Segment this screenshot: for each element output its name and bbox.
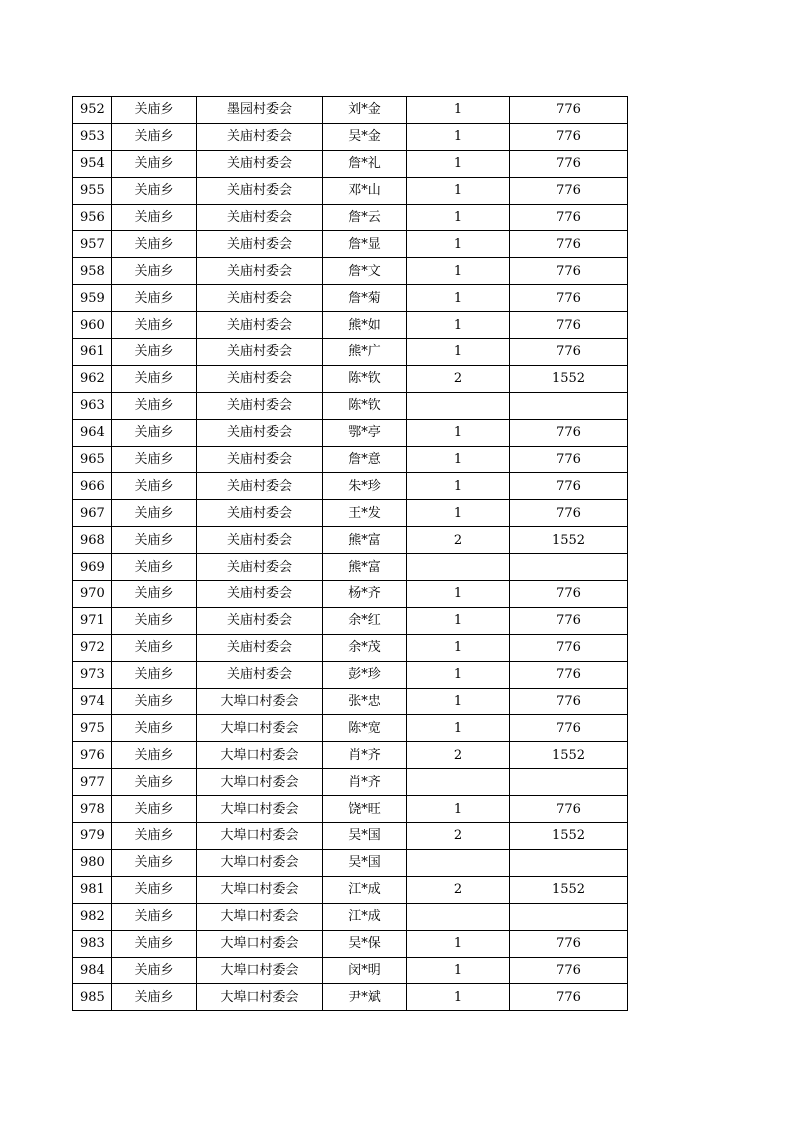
cell-village-committee: 关庙村委会 bbox=[197, 581, 323, 608]
cell-amount: 776 bbox=[510, 258, 628, 285]
cell-count: 1 bbox=[407, 339, 510, 366]
cell-number: 965 bbox=[73, 446, 112, 473]
cell-amount: 776 bbox=[510, 688, 628, 715]
cell-amount: 776 bbox=[510, 796, 628, 823]
cell-count: 1 bbox=[407, 500, 510, 527]
cell-person-name: 余*茂 bbox=[323, 634, 407, 661]
cell-township: 关庙乡 bbox=[112, 446, 197, 473]
cell-number: 979 bbox=[73, 823, 112, 850]
cell-township: 关庙乡 bbox=[112, 473, 197, 500]
cell-township: 关庙乡 bbox=[112, 796, 197, 823]
cell-amount bbox=[510, 554, 628, 581]
table-row bbox=[73, 500, 628, 527]
cell-person-name: 张*忠 bbox=[323, 688, 407, 715]
cell-person-name: 肖*齐 bbox=[323, 769, 407, 796]
cell-count: 1 bbox=[407, 123, 510, 150]
cell-village-committee: 关庙村委会 bbox=[197, 177, 323, 204]
cell-amount: 1552 bbox=[510, 823, 628, 850]
cell-person-name: 熊*如 bbox=[323, 312, 407, 339]
cell-count: 1 bbox=[407, 150, 510, 177]
cell-amount: 1552 bbox=[510, 365, 628, 392]
cell-count: 1 bbox=[407, 258, 510, 285]
cell-township: 关庙乡 bbox=[112, 231, 197, 258]
cell-township: 关庙乡 bbox=[112, 742, 197, 769]
cell-township: 关庙乡 bbox=[112, 258, 197, 285]
cell-village-committee: 关庙村委会 bbox=[197, 231, 323, 258]
cell-person-name: 熊*富 bbox=[323, 554, 407, 581]
cell-number: 975 bbox=[73, 715, 112, 742]
cell-person-name: 吴*金 bbox=[323, 123, 407, 150]
cell-township: 关庙乡 bbox=[112, 150, 197, 177]
cell-number: 954 bbox=[73, 150, 112, 177]
table-row bbox=[73, 849, 628, 876]
cell-number: 976 bbox=[73, 742, 112, 769]
cell-village-committee: 大埠口村委会 bbox=[197, 796, 323, 823]
cell-number: 961 bbox=[73, 339, 112, 366]
cell-person-name: 鄂*亭 bbox=[323, 419, 407, 446]
table-row bbox=[73, 607, 628, 634]
cell-count bbox=[407, 849, 510, 876]
table-row bbox=[73, 285, 628, 312]
table-row bbox=[73, 150, 628, 177]
cell-amount: 776 bbox=[510, 231, 628, 258]
cell-number: 974 bbox=[73, 688, 112, 715]
cell-township: 关庙乡 bbox=[112, 177, 197, 204]
cell-village-committee: 大埠口村委会 bbox=[197, 742, 323, 769]
cell-number: 971 bbox=[73, 607, 112, 634]
cell-amount: 776 bbox=[510, 957, 628, 984]
cell-number: 959 bbox=[73, 285, 112, 312]
cell-village-committee: 大埠口村委会 bbox=[197, 715, 323, 742]
cell-township: 关庙乡 bbox=[112, 97, 197, 124]
cell-person-name: 朱*珍 bbox=[323, 473, 407, 500]
cell-number: 967 bbox=[73, 500, 112, 527]
cell-number: 966 bbox=[73, 473, 112, 500]
cell-township: 关庙乡 bbox=[112, 769, 197, 796]
cell-amount: 776 bbox=[510, 177, 628, 204]
cell-count: 2 bbox=[407, 876, 510, 903]
cell-village-committee: 关庙村委会 bbox=[197, 312, 323, 339]
table-row bbox=[73, 634, 628, 661]
cell-township: 关庙乡 bbox=[112, 849, 197, 876]
cell-number: 983 bbox=[73, 930, 112, 957]
cell-count: 1 bbox=[407, 607, 510, 634]
cell-township: 关庙乡 bbox=[112, 527, 197, 554]
cell-count: 1 bbox=[407, 97, 510, 124]
cell-count: 1 bbox=[407, 581, 510, 608]
cell-amount: 776 bbox=[510, 339, 628, 366]
cell-village-committee: 关庙村委会 bbox=[197, 204, 323, 231]
table-row bbox=[73, 339, 628, 366]
cell-number: 964 bbox=[73, 419, 112, 446]
cell-village-committee: 关庙村委会 bbox=[197, 500, 323, 527]
cell-village-committee: 大埠口村委会 bbox=[197, 930, 323, 957]
cell-amount bbox=[510, 392, 628, 419]
table-row bbox=[73, 204, 628, 231]
cell-township: 关庙乡 bbox=[112, 715, 197, 742]
cell-number: 973 bbox=[73, 661, 112, 688]
cell-number: 968 bbox=[73, 527, 112, 554]
cell-person-name: 闵*明 bbox=[323, 957, 407, 984]
cell-amount: 776 bbox=[510, 285, 628, 312]
cell-count: 1 bbox=[407, 930, 510, 957]
cell-count: 1 bbox=[407, 419, 510, 446]
table-row bbox=[73, 473, 628, 500]
cell-amount: 776 bbox=[510, 123, 628, 150]
table-row bbox=[73, 392, 628, 419]
cell-number: 985 bbox=[73, 984, 112, 1011]
cell-township: 关庙乡 bbox=[112, 957, 197, 984]
cell-amount: 776 bbox=[510, 581, 628, 608]
cell-village-committee: 关庙村委会 bbox=[197, 554, 323, 581]
cell-number: 978 bbox=[73, 796, 112, 823]
cell-count bbox=[407, 554, 510, 581]
cell-person-name: 肖*齐 bbox=[323, 742, 407, 769]
cell-amount: 776 bbox=[510, 607, 628, 634]
cell-village-committee: 大埠口村委会 bbox=[197, 688, 323, 715]
cell-person-name: 詹*菊 bbox=[323, 285, 407, 312]
cell-township: 关庙乡 bbox=[112, 930, 197, 957]
cell-village-committee: 大埠口村委会 bbox=[197, 984, 323, 1011]
cell-count: 1 bbox=[407, 984, 510, 1011]
cell-person-name: 江*成 bbox=[323, 876, 407, 903]
table-row bbox=[73, 903, 628, 930]
table-row bbox=[73, 312, 628, 339]
cell-count: 1 bbox=[407, 688, 510, 715]
cell-amount bbox=[510, 903, 628, 930]
cell-count: 1 bbox=[407, 473, 510, 500]
table-row bbox=[73, 231, 628, 258]
table-row bbox=[73, 769, 628, 796]
cell-amount: 776 bbox=[510, 634, 628, 661]
cell-person-name: 吴*国 bbox=[323, 849, 407, 876]
cell-township: 关庙乡 bbox=[112, 285, 197, 312]
table-row bbox=[73, 823, 628, 850]
table-row bbox=[73, 527, 628, 554]
cell-number: 960 bbox=[73, 312, 112, 339]
data-table bbox=[72, 96, 628, 1011]
cell-number: 972 bbox=[73, 634, 112, 661]
cell-amount: 776 bbox=[510, 419, 628, 446]
cell-township: 关庙乡 bbox=[112, 392, 197, 419]
cell-village-committee: 大埠口村委会 bbox=[197, 769, 323, 796]
cell-number: 956 bbox=[73, 204, 112, 231]
cell-number: 963 bbox=[73, 392, 112, 419]
cell-person-name: 刘*金 bbox=[323, 97, 407, 124]
cell-amount: 1552 bbox=[510, 876, 628, 903]
cell-township: 关庙乡 bbox=[112, 123, 197, 150]
cell-village-committee: 关庙村委会 bbox=[197, 150, 323, 177]
cell-village-committee: 关庙村委会 bbox=[197, 258, 323, 285]
cell-township: 关庙乡 bbox=[112, 365, 197, 392]
cell-person-name: 陈*宽 bbox=[323, 715, 407, 742]
cell-person-name: 杨*齐 bbox=[323, 581, 407, 608]
cell-count: 1 bbox=[407, 634, 510, 661]
cell-number: 953 bbox=[73, 123, 112, 150]
cell-number: 957 bbox=[73, 231, 112, 258]
cell-number: 977 bbox=[73, 769, 112, 796]
cell-count bbox=[407, 903, 510, 930]
cell-amount: 1552 bbox=[510, 742, 628, 769]
table-row bbox=[73, 581, 628, 608]
cell-village-committee: 关庙村委会 bbox=[197, 446, 323, 473]
cell-amount: 1552 bbox=[510, 527, 628, 554]
cell-township: 关庙乡 bbox=[112, 876, 197, 903]
cell-village-committee: 大埠口村委会 bbox=[197, 849, 323, 876]
cell-number: 982 bbox=[73, 903, 112, 930]
cell-village-committee: 墨园村委会 bbox=[197, 97, 323, 124]
cell-person-name: 熊*富 bbox=[323, 527, 407, 554]
cell-number: 981 bbox=[73, 876, 112, 903]
cell-village-committee: 关庙村委会 bbox=[197, 661, 323, 688]
cell-number: 980 bbox=[73, 849, 112, 876]
cell-count: 1 bbox=[407, 231, 510, 258]
cell-amount: 776 bbox=[510, 500, 628, 527]
table-row bbox=[73, 930, 628, 957]
cell-count: 1 bbox=[407, 796, 510, 823]
cell-number: 984 bbox=[73, 957, 112, 984]
cell-count: 1 bbox=[407, 285, 510, 312]
cell-person-name: 詹*文 bbox=[323, 258, 407, 285]
cell-village-committee: 大埠口村委会 bbox=[197, 823, 323, 850]
cell-village-committee: 大埠口村委会 bbox=[197, 903, 323, 930]
cell-village-committee: 关庙村委会 bbox=[197, 607, 323, 634]
table-row bbox=[73, 688, 628, 715]
cell-township: 关庙乡 bbox=[112, 634, 197, 661]
table-row bbox=[73, 984, 628, 1011]
cell-township: 关庙乡 bbox=[112, 607, 197, 634]
table-row bbox=[73, 258, 628, 285]
table-row bbox=[73, 957, 628, 984]
cell-amount bbox=[510, 769, 628, 796]
cell-person-name: 吴*保 bbox=[323, 930, 407, 957]
table-row bbox=[73, 365, 628, 392]
cell-amount: 776 bbox=[510, 984, 628, 1011]
table-row bbox=[73, 661, 628, 688]
cell-township: 关庙乡 bbox=[112, 554, 197, 581]
cell-amount: 776 bbox=[510, 97, 628, 124]
cell-amount bbox=[510, 849, 628, 876]
cell-person-name: 王*发 bbox=[323, 500, 407, 527]
cell-count: 1 bbox=[407, 177, 510, 204]
cell-township: 关庙乡 bbox=[112, 661, 197, 688]
cell-count bbox=[407, 392, 510, 419]
cell-person-name: 詹*礼 bbox=[323, 150, 407, 177]
cell-number: 962 bbox=[73, 365, 112, 392]
table-row bbox=[73, 177, 628, 204]
cell-village-committee: 关庙村委会 bbox=[197, 473, 323, 500]
cell-person-name: 吴*国 bbox=[323, 823, 407, 850]
cell-person-name: 彭*珍 bbox=[323, 661, 407, 688]
cell-township: 关庙乡 bbox=[112, 688, 197, 715]
cell-village-committee: 关庙村委会 bbox=[197, 365, 323, 392]
cell-village-committee: 关庙村委会 bbox=[197, 419, 323, 446]
cell-township: 关庙乡 bbox=[112, 312, 197, 339]
cell-township: 关庙乡 bbox=[112, 903, 197, 930]
cell-person-name: 詹*云 bbox=[323, 204, 407, 231]
cell-count: 1 bbox=[407, 312, 510, 339]
cell-person-name: 邓*山 bbox=[323, 177, 407, 204]
cell-person-name: 陈*钦 bbox=[323, 392, 407, 419]
cell-count: 1 bbox=[407, 715, 510, 742]
cell-amount: 776 bbox=[510, 715, 628, 742]
table-row bbox=[73, 123, 628, 150]
cell-township: 关庙乡 bbox=[112, 823, 197, 850]
cell-township: 关庙乡 bbox=[112, 419, 197, 446]
cell-village-committee: 关庙村委会 bbox=[197, 285, 323, 312]
cell-count: 2 bbox=[407, 365, 510, 392]
cell-township: 关庙乡 bbox=[112, 204, 197, 231]
cell-village-committee: 大埠口村委会 bbox=[197, 876, 323, 903]
cell-number: 952 bbox=[73, 97, 112, 124]
cell-village-committee: 关庙村委会 bbox=[197, 634, 323, 661]
table-row bbox=[73, 419, 628, 446]
cell-township: 关庙乡 bbox=[112, 581, 197, 608]
cell-amount: 776 bbox=[510, 661, 628, 688]
cell-count: 2 bbox=[407, 823, 510, 850]
cell-township: 关庙乡 bbox=[112, 339, 197, 366]
cell-count: 1 bbox=[407, 204, 510, 231]
cell-number: 970 bbox=[73, 581, 112, 608]
table-row bbox=[73, 715, 628, 742]
cell-village-committee: 关庙村委会 bbox=[197, 527, 323, 554]
cell-number: 958 bbox=[73, 258, 112, 285]
cell-village-committee: 关庙村委会 bbox=[197, 392, 323, 419]
table-row bbox=[73, 796, 628, 823]
table-row bbox=[73, 742, 628, 769]
table-row bbox=[73, 876, 628, 903]
table-row bbox=[73, 97, 628, 124]
table-row bbox=[73, 554, 628, 581]
cell-amount: 776 bbox=[510, 473, 628, 500]
cell-amount: 776 bbox=[510, 150, 628, 177]
cell-person-name: 饶*旺 bbox=[323, 796, 407, 823]
cell-person-name: 熊*广 bbox=[323, 339, 407, 366]
cell-person-name: 詹*意 bbox=[323, 446, 407, 473]
cell-person-name: 江*成 bbox=[323, 903, 407, 930]
cell-village-committee: 大埠口村委会 bbox=[197, 957, 323, 984]
cell-village-committee: 关庙村委会 bbox=[197, 123, 323, 150]
table-body bbox=[73, 97, 628, 1011]
cell-person-name: 尹*斌 bbox=[323, 984, 407, 1011]
cell-count: 2 bbox=[407, 742, 510, 769]
cell-person-name: 陈*钦 bbox=[323, 365, 407, 392]
cell-village-committee: 关庙村委会 bbox=[197, 339, 323, 366]
cell-person-name: 余*红 bbox=[323, 607, 407, 634]
cell-count bbox=[407, 769, 510, 796]
cell-township: 关庙乡 bbox=[112, 984, 197, 1011]
cell-number: 969 bbox=[73, 554, 112, 581]
cell-count: 1 bbox=[407, 957, 510, 984]
cell-amount: 776 bbox=[510, 204, 628, 231]
cell-count: 2 bbox=[407, 527, 510, 554]
cell-number: 955 bbox=[73, 177, 112, 204]
cell-count: 1 bbox=[407, 661, 510, 688]
table-row bbox=[73, 446, 628, 473]
cell-count: 1 bbox=[407, 446, 510, 473]
cell-amount: 776 bbox=[510, 312, 628, 339]
cell-person-name: 詹*显 bbox=[323, 231, 407, 258]
cell-amount: 776 bbox=[510, 930, 628, 957]
cell-amount: 776 bbox=[510, 446, 628, 473]
cell-township: 关庙乡 bbox=[112, 500, 197, 527]
